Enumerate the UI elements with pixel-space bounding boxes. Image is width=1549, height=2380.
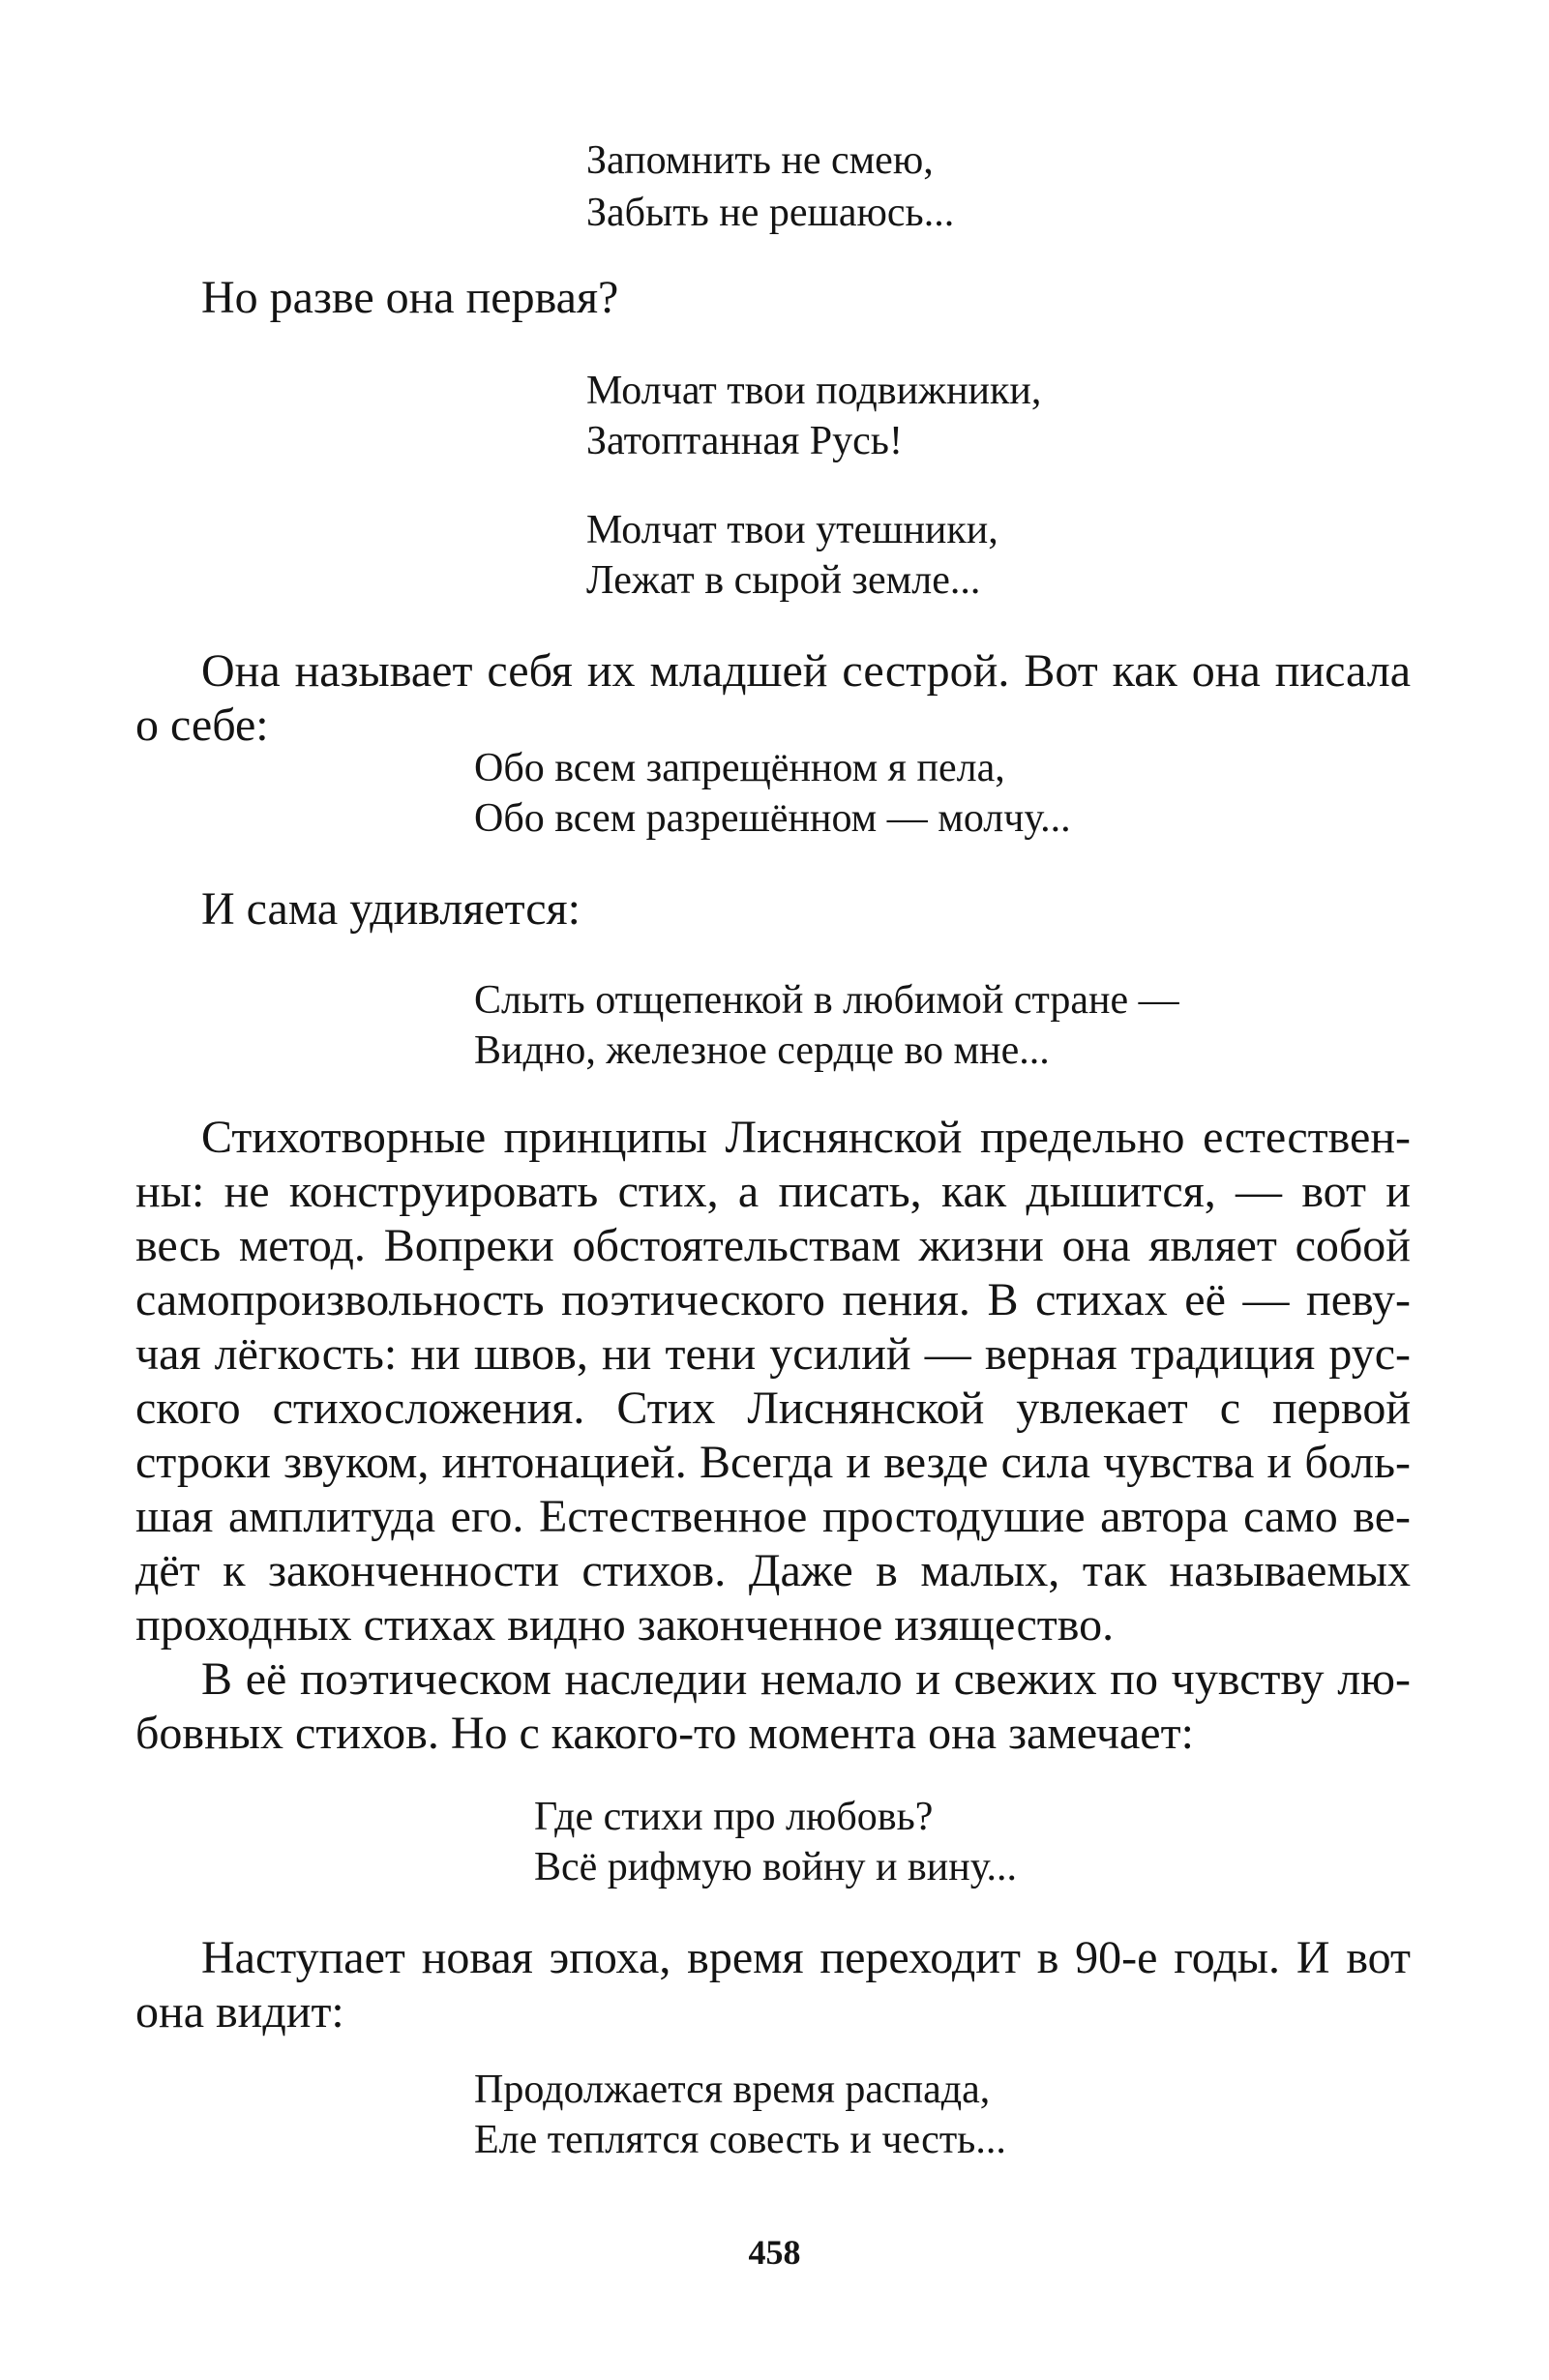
paragraph-line: строки звуком, интонацией. Всегда и везде сила чувства и боль- [135, 1437, 1411, 1488]
paragraph-line: о себе: [135, 699, 269, 751]
paragraph-line: дёт к законченности стихов. Даже в малых, так называемых [135, 1545, 1411, 1596]
paragraph-line: ского стихосложения. Стих Лиснянской увлекает с первой [135, 1383, 1411, 1434]
paragraph-line: Но разве она первая? [201, 272, 619, 323]
verse-line: Слыть отщепенкой в любимой стране — [474, 978, 1179, 1023]
paragraph-line: самопроизвольность поэтического пения. В стихах её — певу- [135, 1274, 1411, 1325]
verse-line: Молчат твои утешники, [586, 508, 998, 552]
verse-line: Забыть не решаюсь... [586, 191, 955, 235]
verse-line: Еле теплятся совесть и честь... [474, 2118, 1006, 2162]
paragraph-line: чая лёгкость: ни швов, ни тени усилий — верная традиция рус- [135, 1328, 1411, 1380]
paragraph-line: В её поэтическом наследии немало и свежих по чувству лю- [201, 1653, 1411, 1705]
paragraph-line: Она называет себя их младшей сестрой. Вот как она писала [201, 645, 1411, 697]
verse-line: Обо всем запрещённом я пела, [474, 746, 1005, 790]
verse-line: Лежат в сырой земле... [586, 558, 981, 603]
verse-line: Обо всем разрешённом — молчу... [474, 796, 1071, 841]
paragraph-line: весь метод. Вопреки обстоятельствам жизни она являет собой [135, 1220, 1411, 1271]
verse-line: Молчат твои подвижники, [586, 369, 1042, 413]
paragraph-line: И сама удивляется: [201, 883, 581, 935]
paragraph-line: ны: не конструировать стих, а писать, как дышится, — вот и [135, 1166, 1411, 1217]
paragraph-line: Стихотворные принципы Лиснянской предельно естествен- [201, 1112, 1411, 1163]
paragraph-line: Наступает новая эпоха, время переходит в 90-е годы. И вот [201, 1932, 1411, 1983]
paragraph-line: бовных стихов. Но с какого-то момента она замечает: [135, 1708, 1194, 1759]
verse-line: Запомнить не смею, [586, 138, 934, 183]
paragraph-line: проходных стихах видно законченное изящество. [135, 1599, 1115, 1651]
verse-line: Продолжается время распада, [474, 2068, 991, 2112]
verse-line: Всё рифмую войну и вину... [534, 1845, 1017, 1889]
verse-line: Видно, железное сердце во мне... [474, 1028, 1050, 1073]
paragraph-line: она видит: [135, 1986, 344, 2038]
verse-line: Затоптанная Русь! [586, 419, 903, 463]
paragraph-line: шая амплитуда его. Естественное простодушие автора само ве- [135, 1491, 1411, 1542]
verse-line: Где стихи про любовь? [534, 1795, 934, 1839]
page-number: 458 [748, 2233, 801, 2272]
